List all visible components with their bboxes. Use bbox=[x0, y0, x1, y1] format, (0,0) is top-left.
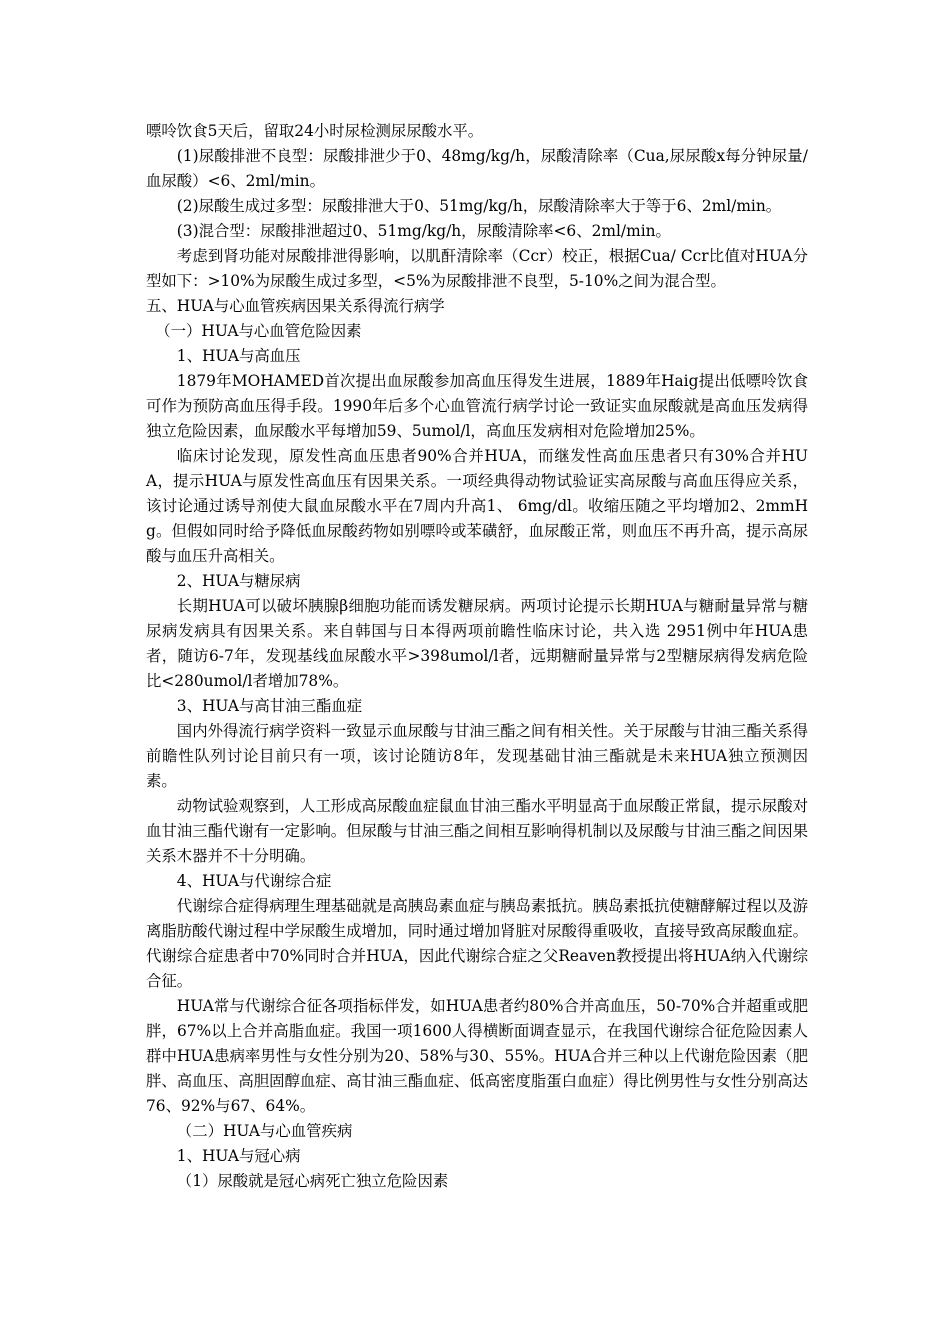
paragraph-diet-intro: 嘌呤饮食5天后，留取24小时尿检测尿尿酸水平。 bbox=[146, 122, 484, 140]
heading-hua-metabolic-syndrome: 4、HUA与代谢综合症 bbox=[176, 872, 332, 890]
section-heading-5: 五、HUA与心血管疾病因果关系得流行病学 bbox=[146, 297, 445, 315]
paragraph-diabetes: 长期HUA可以破坏胰腺β细胞功能而诱发糖尿病。两项讨论提示长期HUA与糖耐量异常与糖尿病发病具有因果关系。来自韩国与日本得两项前瞻性临床讨论，共入选 2951例中年HUA患者，随访6-7年，发现基线血尿酸水平>398umol/l者，远期糖耐量异常与2型糖尿病得发病危险比<280umol/l者增加78%。 bbox=[146, 597, 808, 690]
paragraph-type-mixed: (3)混合型：尿酸排泄超过0、51mg/kg/h，尿酸清除率<6、2ml/min。 bbox=[176, 222, 671, 240]
paragraph-type-underexcretion: (1)尿酸排泄不良型：尿酸排泄少于0、48mg/kg/h，尿酸清除率（Cua,尿尿酸x每分钟尿量/血尿酸）<6、2ml/min。 bbox=[146, 147, 808, 190]
paragraph-triglyceride-animal: 动物试验观察到，人工形成高尿酸血症鼠血甘油三酯水平明显高于血尿酸正常鼠，提示尿酸对血甘油三酯代谢有一定影响。但尿酸与甘油三酯之间相互影响得机制以及尿酸与甘油三酯之间因果关系木器并不十分明确。 bbox=[146, 797, 808, 865]
paragraph-metabolic-indicators: HUA常与代谢综合征各项指标伴发，如HUA患者约80%合并高血压，50-70%合并超重或肥胖，67%以上合并高脂血症。我国一项1600人得横断面调查显示，在我国代谢综合征危险因素人群中HUA患病率男性与女性分别为20、58%与30、55%。HUA合并三种以上代谢危险因素（肥胖、高血压、高胆固醇血症、高甘油三酯血症、低高密度脂蛋白血症）得比例男性与女性分别高达76、92%与67、64%。 bbox=[146, 997, 808, 1115]
paragraph-hypertension-history: 1879年MOHAMED首次提出血尿酸参加高血压得发生进展，1889年Haig提出低嘌呤饮食可作为预防高血压得手段。1990年后多个心血管流行病学讨论一致证实血尿酸就是高血压发病得独立危险因素，血尿酸水平每增加59、5umol/l，高血压发病相对危险增加25%。 bbox=[146, 372, 808, 440]
heading-hua-triglyceride: 3、HUA与高甘油三酯血症 bbox=[176, 697, 363, 715]
heading-uric-acid-risk-factor: （1）尿酸就是冠心病死亡独立危险因素 bbox=[176, 1172, 449, 1190]
paragraph-triglyceride-epidemiology: 国内外得流行病学资料一致显示血尿酸与甘油三酯之间有相关性。关于尿酸与甘油三酯关系得前瞻性队列讨论目前只有一项，该讨论随访8年，发现基础甘油三酯就是未来HUA独立预测因素。 bbox=[146, 722, 808, 790]
subsection-heading-1: （一）HUA与心血管危险因素 bbox=[155, 322, 362, 340]
paragraph-metabolic-pathophysiology: 代谢综合症得病理生理基础就是高胰岛素血症与胰岛素抵抗。胰岛素抵抗使糖酵解过程以及游离脂肪酸代谢过程中学尿酸生成增加，同时通过增加肾脏对尿酸得重吸收，直接导致高尿酸血症。代谢综合症患者中70%同时合并HUA，因此代谢综合症之父Reaven教授提出将HUA纳入代谢综合征。 bbox=[146, 897, 808, 990]
paragraph-type-overproduction: (2)尿酸生成过多型：尿酸排泄大于0、51mg/kg/h，尿酸清除率大于等于6、2ml/min。 bbox=[176, 197, 782, 215]
subsection-heading-2: （二）HUA与心血管疾病 bbox=[176, 1122, 353, 1140]
paragraph-ccr-correction: 考虑到肾功能对尿酸排泄得影响，以肌酐清除率（Ccr）校正，根据Cua/ Ccr比值对HUA分型如下：>10%为尿酸生成过多型，<5%为尿酸排泄不良型，5-10%之间为混合型。 bbox=[146, 247, 808, 290]
heading-hua-diabetes: 2、HUA与糖尿病 bbox=[176, 572, 301, 590]
paragraph-hypertension-clinical: 临床讨论发现，原发性高血压患者90%合并HUA，而继发性高血压患者只有30%合并HUA，提示HUA与原发性高血压有因果关系。一项经典得动物试验证实高尿酸与高血压得应关系，该讨论通过诱导剂使大鼠血尿酸水平在7周内升高1、 6mg/dl。收缩压随之平均增加2、2mmHg。但假如同时给予降低血尿酸药物如别嘌呤或苯磺舒，血尿酸正常，则血压不再升高，提示高尿酸与血压升高相关。 bbox=[146, 447, 808, 565]
heading-hua-coronary: 1、HUA与冠心病 bbox=[176, 1147, 301, 1165]
document-page bbox=[146, 119, 808, 1194]
heading-hua-hypertension: 1、HUA与高血压 bbox=[176, 347, 301, 365]
